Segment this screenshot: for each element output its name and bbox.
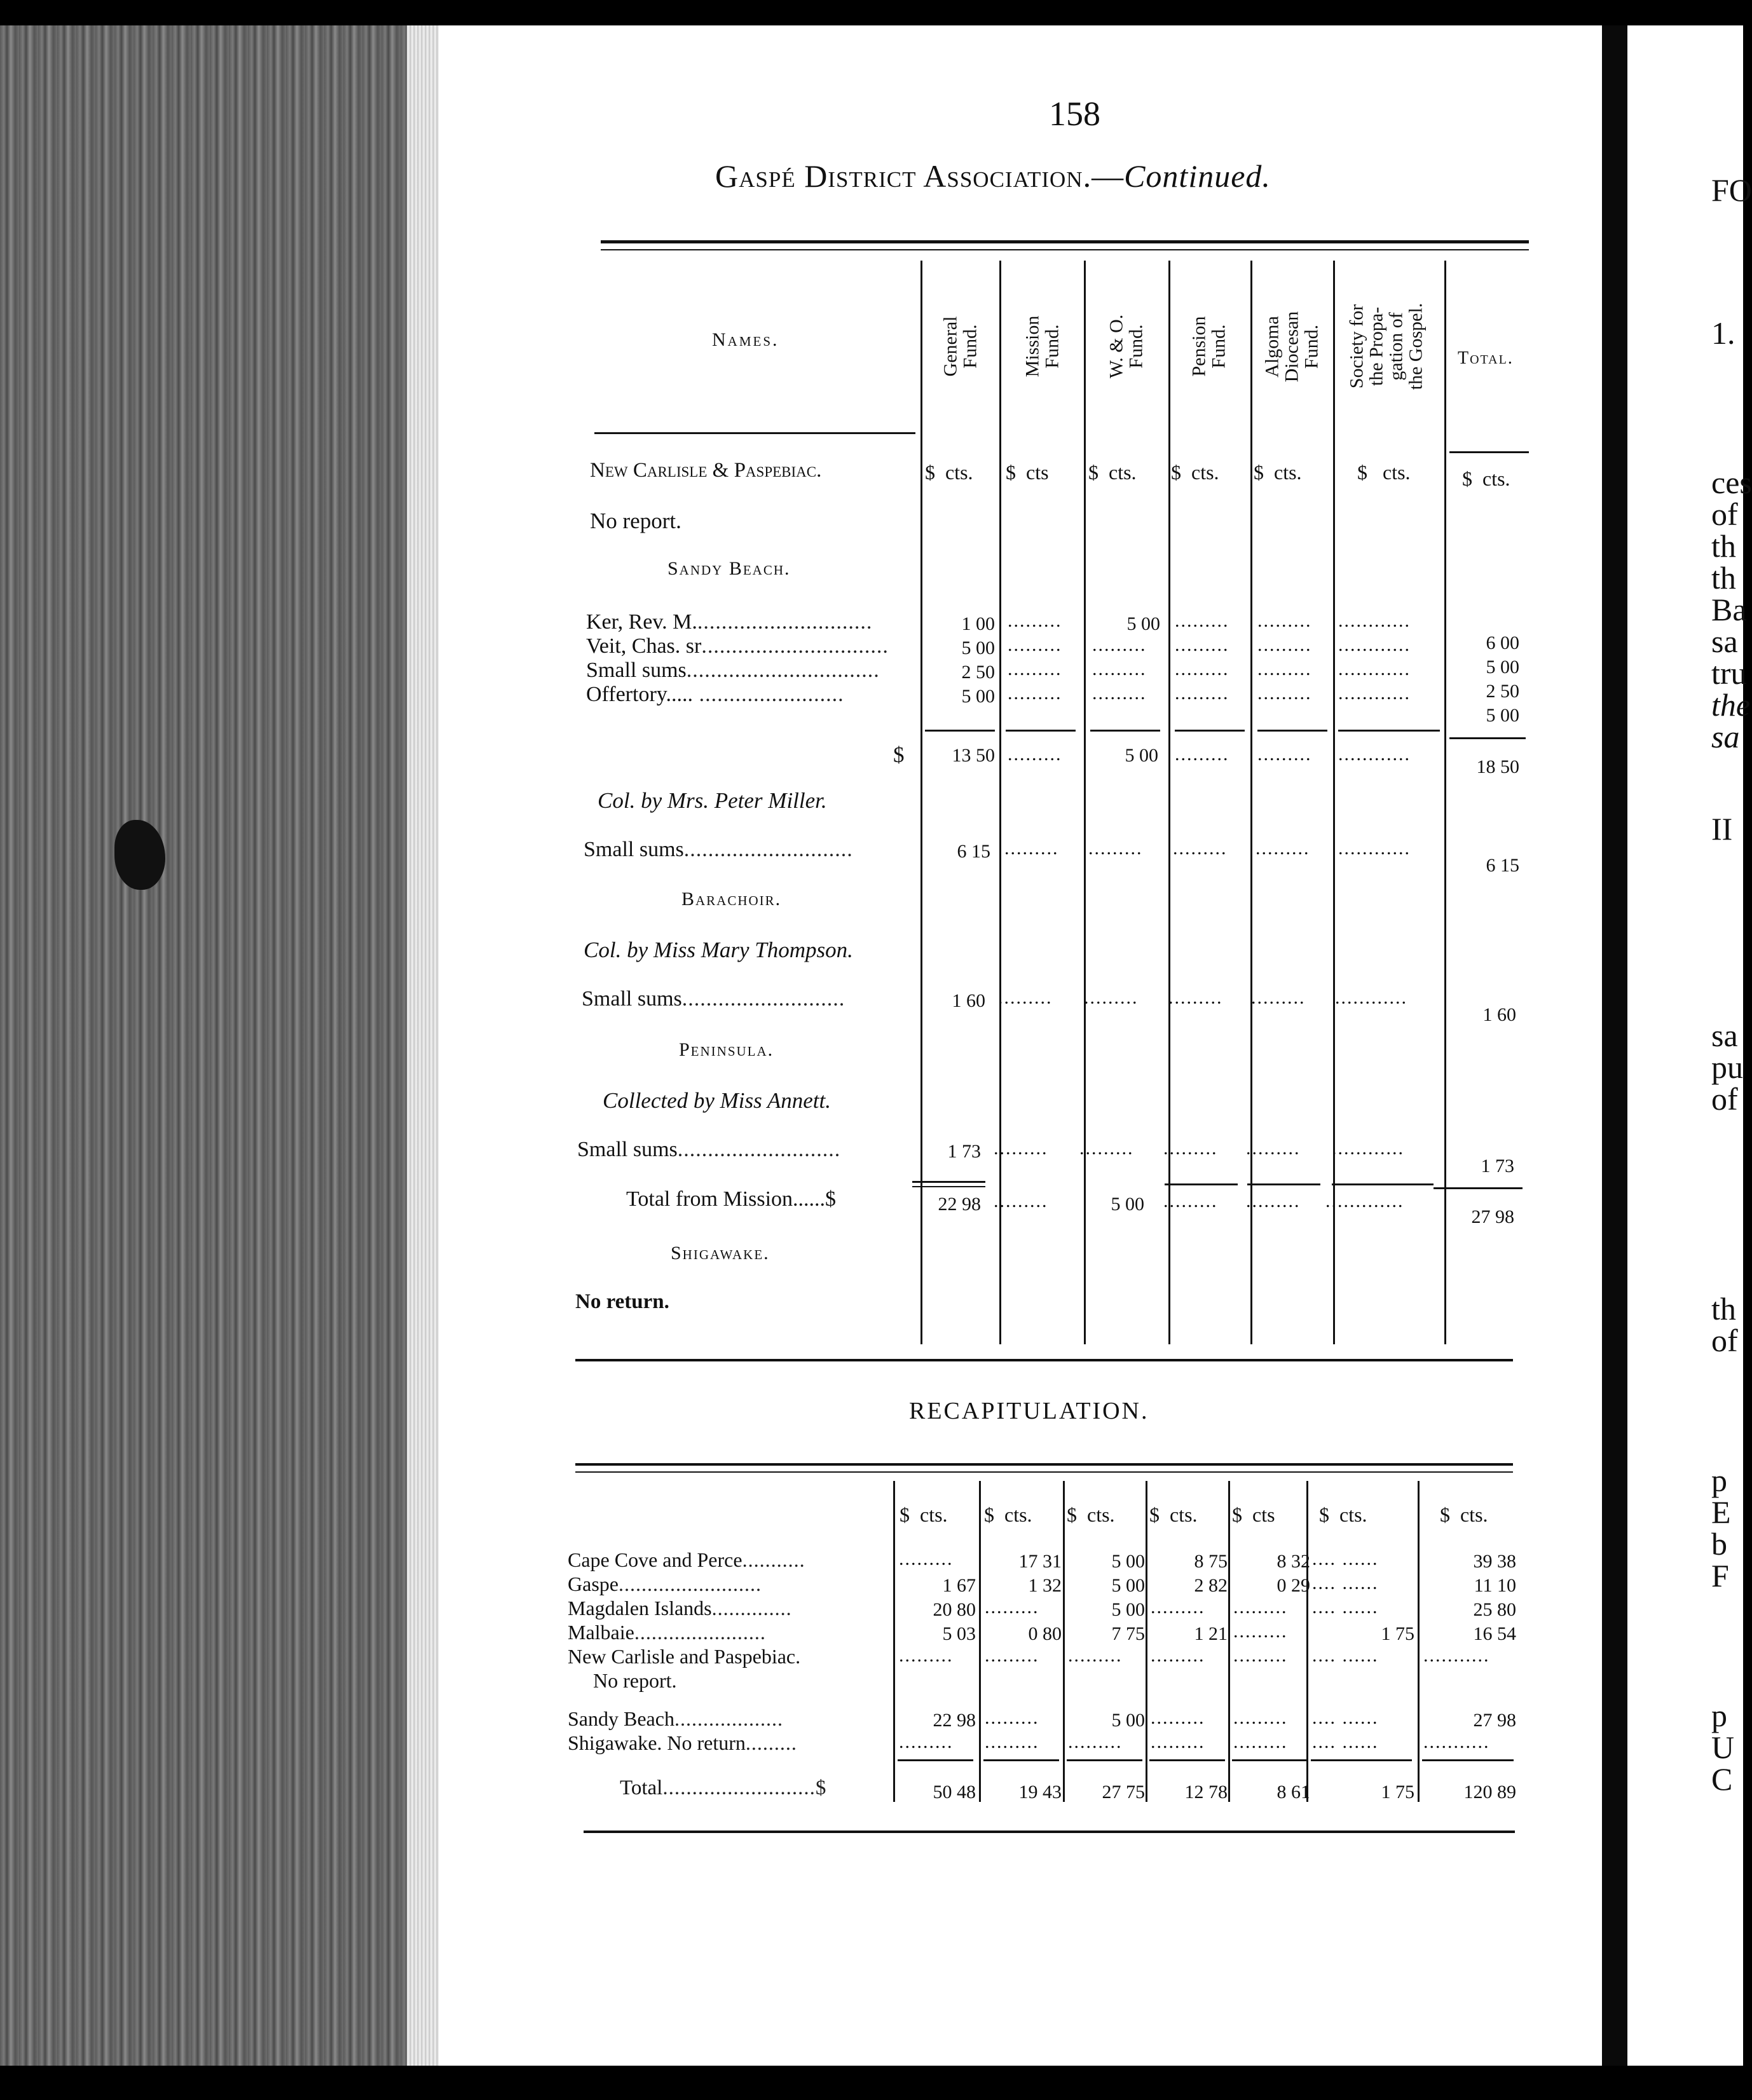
recap-total-rule bbox=[1311, 1759, 1412, 1761]
dash: ......... bbox=[1084, 987, 1139, 1008]
header-text: General Fund. bbox=[940, 316, 980, 377]
fragment-text: F bbox=[1711, 1558, 1729, 1593]
dash: ......... bbox=[1175, 744, 1229, 765]
recap-cell: 11 10 bbox=[1474, 1575, 1516, 1596]
cents: cts. bbox=[1087, 1503, 1115, 1526]
cell: 5 00 bbox=[1486, 705, 1519, 726]
dash: ......... bbox=[899, 1548, 954, 1569]
cents: cts. bbox=[1170, 1503, 1198, 1526]
dollar: $ bbox=[1232, 1503, 1242, 1526]
dash: ......... bbox=[1079, 1138, 1134, 1159]
currency-header bbox=[1254, 461, 1302, 484]
dash: ......... bbox=[1233, 1645, 1288, 1666]
label-text: Small sums bbox=[584, 838, 684, 861]
label-text: Small sums bbox=[586, 658, 687, 682]
dollar: $ bbox=[1254, 461, 1264, 484]
row-label: Offertory..... ........................ bbox=[586, 683, 844, 706]
dash: ......... bbox=[1246, 1190, 1301, 1211]
no-return-text: No return. bbox=[575, 1290, 669, 1313]
recap-cell: 2 82 bbox=[1194, 1575, 1228, 1596]
dash: ......... bbox=[899, 1645, 954, 1666]
cell: 6 15 bbox=[957, 841, 990, 862]
cents: cts. bbox=[1004, 1503, 1032, 1526]
subtotal-rule bbox=[925, 730, 995, 732]
page-heading bbox=[715, 158, 1271, 194]
cell: 1 73 bbox=[1481, 1156, 1514, 1176]
dash: ......... bbox=[1233, 1597, 1288, 1618]
fragment-text: of bbox=[1711, 1323, 1738, 1358]
subtotal-rule bbox=[1006, 730, 1076, 732]
total-rule bbox=[912, 1181, 985, 1183]
dash: ......... bbox=[1163, 1138, 1218, 1159]
recap-cell: 1 21 bbox=[1194, 1623, 1228, 1644]
dollar: $ bbox=[1149, 1503, 1160, 1526]
fragment-text: tru bbox=[1711, 655, 1747, 691]
recap-currency-header bbox=[1440, 1503, 1488, 1527]
dash: ......... bbox=[1008, 683, 1062, 704]
subtotal-rule bbox=[1090, 730, 1160, 732]
subtotal-rule bbox=[1338, 730, 1440, 732]
cents: cts. bbox=[945, 461, 973, 484]
fragment-text: th bbox=[1711, 1291, 1736, 1326]
dollar: $ bbox=[1067, 1503, 1077, 1526]
wo-fund-header bbox=[1091, 273, 1161, 419]
recap-cell: 1 67 bbox=[942, 1575, 976, 1596]
total-header-rule bbox=[1449, 451, 1529, 453]
recap-total-label: Total..........................$ bbox=[620, 1776, 827, 1799]
cell: 5 00 bbox=[1486, 657, 1519, 678]
recap-cell: 25 80 bbox=[1473, 1599, 1516, 1620]
row-label: Ker, Rev. M.............................. bbox=[586, 610, 873, 634]
total-rule bbox=[1247, 1183, 1320, 1185]
dash: ......... bbox=[1008, 610, 1062, 631]
dash: ......... bbox=[1092, 658, 1147, 679]
recap-column-divider bbox=[979, 1481, 981, 1802]
fragment-text: sa bbox=[1711, 1018, 1738, 1053]
pension-fund-header bbox=[1174, 273, 1244, 419]
column-divider bbox=[999, 261, 1001, 1344]
label-text: Gaspe bbox=[568, 1572, 619, 1595]
cell: 5 00 bbox=[1126, 613, 1160, 634]
recap-cell: 1 75 bbox=[1381, 1623, 1414, 1644]
recap-cell: 20 80 bbox=[933, 1599, 976, 1620]
recap-cell: 27 98 bbox=[1473, 1710, 1516, 1731]
subtotal-dollar: $ bbox=[893, 742, 905, 767]
dollar: $ bbox=[1006, 461, 1016, 484]
cell: 18 50 bbox=[1476, 756, 1519, 777]
dash: ......... bbox=[1257, 634, 1312, 655]
dash: ......... bbox=[1088, 838, 1143, 859]
cell: 5 00 bbox=[961, 638, 995, 658]
row-label: Veit, Chas. sr............................... bbox=[586, 634, 889, 658]
barachoir-heading: Barachoir. bbox=[681, 889, 782, 910]
mission-fund-header bbox=[1007, 273, 1077, 419]
dash: ............ bbox=[1338, 744, 1411, 765]
row-label: Small sums................................ bbox=[586, 658, 880, 682]
dollar: $ bbox=[1171, 461, 1181, 484]
label-text: Malbaie bbox=[568, 1621, 634, 1644]
cents: cts. bbox=[1274, 461, 1302, 484]
recap-cell: 0 29 bbox=[1276, 1575, 1310, 1596]
table-top-rule-thin bbox=[601, 249, 1529, 250]
dollar: $ bbox=[925, 461, 935, 484]
dash: ......... bbox=[985, 1597, 1039, 1618]
dollar: $ bbox=[1462, 467, 1472, 490]
dash: ......... bbox=[1068, 1645, 1123, 1666]
label-text: Total bbox=[620, 1776, 663, 1799]
dash: ......... bbox=[1151, 1597, 1205, 1618]
dash: ........... bbox=[1423, 1645, 1490, 1666]
column-divider bbox=[1250, 261, 1252, 1344]
dash: ............ bbox=[1332, 1138, 1404, 1159]
cell: 2 50 bbox=[961, 662, 995, 683]
currency-header bbox=[1357, 461, 1411, 484]
fragment-text: p bbox=[1711, 1698, 1727, 1733]
label-text: Shigawake. No return bbox=[568, 1731, 746, 1754]
recap-cell: 17 31 bbox=[1018, 1551, 1062, 1572]
book-spine bbox=[0, 25, 413, 2066]
names-header-rule bbox=[594, 432, 915, 434]
cell: 6 15 bbox=[1486, 855, 1519, 876]
fragment-text: 1. bbox=[1711, 315, 1735, 351]
header-text: Mission Fund. bbox=[1021, 315, 1062, 378]
recap-column-divider bbox=[1418, 1481, 1420, 1802]
dash: ......... bbox=[985, 1731, 1039, 1752]
column-divider bbox=[1168, 261, 1170, 1344]
dash: ............ bbox=[1338, 610, 1411, 631]
page-number: 158 bbox=[1049, 95, 1100, 133]
recap-column-divider bbox=[893, 1481, 895, 1802]
recap-cell: 22 98 bbox=[933, 1710, 976, 1731]
recap-total-cell: 120 89 bbox=[1463, 1782, 1516, 1803]
currency-header bbox=[1171, 461, 1219, 484]
cents: cts. bbox=[1339, 1503, 1367, 1526]
dash: ......... bbox=[994, 1138, 1048, 1159]
recap-cell: 16 54 bbox=[1473, 1623, 1516, 1644]
fragment-text: C bbox=[1711, 1761, 1733, 1797]
dash: ......... bbox=[1068, 1731, 1123, 1752]
recap-cell: 39 38 bbox=[1473, 1551, 1516, 1572]
fragment-text: of bbox=[1711, 496, 1738, 532]
fragment-text: sa bbox=[1711, 719, 1740, 754]
fragment-text: E bbox=[1711, 1494, 1731, 1530]
cell: 1 00 bbox=[961, 613, 995, 634]
total-header: Total. bbox=[1458, 348, 1514, 368]
dash: ......... bbox=[1256, 838, 1310, 859]
recap-total-cell: 50 48 bbox=[933, 1782, 976, 1803]
label-text: Magdalen Islands bbox=[568, 1597, 712, 1619]
general-fund-header bbox=[925, 273, 995, 419]
dollar: $ bbox=[1357, 461, 1367, 484]
recap-title: RECAPITULATION. bbox=[909, 1398, 1149, 1424]
cents: cts bbox=[1252, 1503, 1275, 1526]
fragment-text: the bbox=[1711, 687, 1751, 723]
subtotal-rule bbox=[1449, 737, 1526, 739]
row-label: Small sums........................... bbox=[577, 1138, 841, 1161]
dash: ......... bbox=[985, 1645, 1039, 1666]
fragment-text: b bbox=[1711, 1526, 1727, 1562]
table-top-rule bbox=[601, 240, 1529, 243]
dash: ......... bbox=[1008, 634, 1062, 655]
recap-total-rule bbox=[983, 1759, 1059, 1761]
heading-continued: Continued. bbox=[1124, 158, 1271, 194]
label-text: Cape Cove and Perce bbox=[568, 1548, 743, 1571]
recap-currency-header bbox=[1232, 1503, 1275, 1527]
recap-column-divider bbox=[1228, 1481, 1230, 1802]
dash: ......... bbox=[1175, 658, 1229, 679]
recap-total-rule bbox=[1067, 1759, 1142, 1761]
recap-total-rule bbox=[898, 1759, 973, 1761]
recap-cell: 5 00 bbox=[1111, 1599, 1145, 1620]
dash: .... ...... bbox=[1312, 1645, 1379, 1666]
dash: ............ bbox=[1338, 658, 1411, 679]
recap-column-divider bbox=[1146, 1481, 1147, 1802]
dash: ............ bbox=[1338, 683, 1411, 704]
fragment-text: p bbox=[1711, 1462, 1727, 1498]
dash: ........... bbox=[1423, 1731, 1490, 1752]
recap-top-rule-thin bbox=[575, 1471, 1513, 1473]
dash: ......... bbox=[1175, 634, 1229, 655]
cents: cts bbox=[1026, 461, 1049, 484]
next-page-fragment bbox=[1627, 25, 1752, 2066]
cell: 5 00 bbox=[1111, 1194, 1144, 1215]
recap-row-label bbox=[593, 1669, 677, 1693]
header-text: Algoma Diocesan Fund. bbox=[1261, 311, 1322, 382]
algoma-fund-header bbox=[1257, 273, 1327, 419]
total-rule bbox=[912, 1186, 985, 1187]
dash: .... ...... bbox=[1312, 1572, 1379, 1593]
collector-note: Col. by Miss Mary Thompson. bbox=[584, 938, 853, 962]
collector-note: Col. by Mrs. Peter Miller. bbox=[598, 788, 827, 813]
dollar: $ bbox=[1088, 461, 1098, 484]
dash: ............. bbox=[1325, 1190, 1404, 1211]
dash: ......... bbox=[1173, 838, 1228, 859]
dash: ............ bbox=[1338, 634, 1411, 655]
currency-header bbox=[1006, 461, 1049, 484]
new-carlisle-label bbox=[590, 459, 821, 482]
recap-row-label: Magdalen Islands.............. bbox=[568, 1597, 792, 1619]
cents: cts. bbox=[1191, 461, 1219, 484]
cents: cts. bbox=[1482, 467, 1510, 490]
header-text: Pension Fund. bbox=[1188, 316, 1229, 377]
recap-currency-header bbox=[900, 1503, 948, 1527]
label-text: Sandy Beach bbox=[568, 1707, 674, 1730]
dollar: $ bbox=[900, 1503, 910, 1526]
recap-bottom-rule bbox=[584, 1831, 1515, 1833]
recap-currency-header bbox=[1149, 1503, 1198, 1527]
dash: ......... bbox=[1257, 610, 1312, 631]
dash: ......... bbox=[1168, 987, 1223, 1008]
cell: 2 50 bbox=[1486, 681, 1519, 702]
fragment-text: th bbox=[1711, 528, 1736, 564]
page-gutter bbox=[1602, 25, 1627, 2066]
recap-row-label: Cape Cove and Perce........... bbox=[568, 1548, 805, 1571]
label-text: Small sums bbox=[582, 987, 682, 1011]
cents: cts. bbox=[1109, 461, 1137, 484]
row-label: Small sums........................... bbox=[582, 987, 845, 1011]
column-divider bbox=[1333, 261, 1335, 1344]
label-text: New Carlisle & Paspebiac. bbox=[590, 459, 822, 482]
table-bottom-rule bbox=[575, 1359, 1513, 1361]
recap-row-label bbox=[568, 1645, 800, 1668]
recap-currency-header bbox=[984, 1503, 1032, 1527]
recap-cell: 8 32 bbox=[1276, 1551, 1310, 1572]
recap-cell: 5 00 bbox=[1111, 1575, 1145, 1596]
fragment-text: FO bbox=[1711, 172, 1752, 208]
cell: 1 73 bbox=[947, 1141, 981, 1162]
dash: .... ...... bbox=[1312, 1597, 1379, 1618]
dash: ......... bbox=[1163, 1190, 1218, 1211]
recap-cell: 7 75 bbox=[1111, 1623, 1145, 1644]
dash: ......... bbox=[1257, 658, 1312, 679]
dash: ......... bbox=[1004, 838, 1059, 859]
dash: .... ...... bbox=[1312, 1707, 1379, 1728]
dollar: $ bbox=[1440, 1503, 1450, 1526]
dash: ......... bbox=[1233, 1621, 1288, 1642]
recap-column-divider bbox=[1063, 1481, 1065, 1802]
dash: ......... bbox=[1175, 610, 1229, 631]
label-text: No report. bbox=[593, 1669, 677, 1692]
dollar: $ bbox=[984, 1503, 994, 1526]
recap-total-cell: 1 75 bbox=[1381, 1782, 1414, 1803]
dash: ............ bbox=[1335, 987, 1407, 1008]
fragment-text: th bbox=[1711, 560, 1736, 596]
recap-currency-header bbox=[1067, 1503, 1115, 1527]
collector-note: Collected by Miss Annett. bbox=[603, 1088, 832, 1113]
spg-header bbox=[1346, 273, 1427, 419]
recap-currency-header bbox=[1319, 1503, 1367, 1527]
cell: 5 00 bbox=[961, 686, 995, 707]
fragment-text: ces bbox=[1711, 465, 1752, 500]
recap-cell: 5 03 bbox=[942, 1623, 976, 1644]
heading-title: Gaspé District Association.— bbox=[715, 158, 1125, 194]
fragment-text: pu bbox=[1711, 1049, 1743, 1085]
currency-header bbox=[925, 461, 973, 484]
total-rule bbox=[1332, 1183, 1434, 1185]
dash: ......... bbox=[1008, 658, 1062, 679]
cell: 27 98 bbox=[1471, 1206, 1514, 1227]
page-edges bbox=[407, 25, 439, 2066]
cell: 1 60 bbox=[1482, 1004, 1516, 1025]
label-text: Veit, Chas. sr bbox=[586, 634, 702, 658]
dash: ......... bbox=[998, 987, 1053, 1008]
total-rule bbox=[1165, 1183, 1238, 1185]
dash: .... ...... bbox=[1312, 1731, 1379, 1752]
dash: ......... bbox=[1233, 1707, 1288, 1728]
cell: 5 00 bbox=[1125, 745, 1158, 766]
recap-row-label: Gaspe......................... bbox=[568, 1572, 762, 1595]
dash: ......... bbox=[1151, 1645, 1205, 1666]
no-report-text: No report. bbox=[590, 508, 681, 533]
recap-cell: 5 00 bbox=[1111, 1551, 1145, 1572]
dash: ......... bbox=[994, 1190, 1048, 1211]
peninsula-heading: Peninsula. bbox=[679, 1039, 774, 1060]
dash: ......... bbox=[985, 1707, 1039, 1728]
recap-total-cell: 19 43 bbox=[1018, 1782, 1062, 1803]
dash: ......... bbox=[1257, 744, 1312, 765]
recap-total-rule bbox=[1232, 1759, 1308, 1761]
dash: ......... bbox=[899, 1731, 954, 1752]
cents: cts. bbox=[1383, 461, 1411, 484]
recap-total-cell: 12 78 bbox=[1184, 1782, 1228, 1803]
recap-total-rule bbox=[1149, 1759, 1225, 1761]
dash: ......... bbox=[1092, 634, 1147, 655]
cell: 6 00 bbox=[1486, 632, 1519, 653]
dash: ......... bbox=[1251, 987, 1306, 1008]
total-rule bbox=[1434, 1187, 1523, 1189]
label-text: Ker, Rev. M. bbox=[586, 610, 697, 634]
subtotal-rule bbox=[1257, 730, 1327, 732]
recap-total-rule bbox=[1422, 1759, 1514, 1761]
label-text: New Carlisle and Paspebiac. bbox=[568, 1645, 801, 1668]
recap-row-label: Shigawake. No return......... bbox=[568, 1731, 797, 1754]
dash: ......... bbox=[1008, 744, 1062, 765]
recap-total-cell: 8 61 bbox=[1276, 1782, 1310, 1803]
recap-cell: 8 75 bbox=[1194, 1551, 1228, 1572]
dash: ......... bbox=[1092, 683, 1147, 704]
fragment-text: Ba bbox=[1711, 592, 1747, 627]
header-text: Society for the Propa- gation of the Gospel. bbox=[1346, 303, 1427, 390]
cents: cts. bbox=[1460, 1503, 1488, 1526]
recap-row-label: Sandy Beach................... bbox=[568, 1707, 783, 1730]
cell: 1 60 bbox=[952, 990, 985, 1011]
recap-row-label: Malbaie....................... bbox=[568, 1621, 766, 1644]
fragment-text: sa bbox=[1711, 624, 1738, 659]
recap-cell: 5 00 bbox=[1111, 1710, 1145, 1731]
cents: cts. bbox=[920, 1503, 948, 1526]
dash: ......... bbox=[1257, 683, 1312, 704]
recap-top-rule bbox=[575, 1463, 1513, 1466]
header-text: W. & O. Fund. bbox=[1105, 314, 1146, 379]
currency-header bbox=[1462, 467, 1510, 491]
label-text: Small sums bbox=[577, 1138, 678, 1161]
fragment-text: U bbox=[1711, 1729, 1735, 1765]
subtotal-rule bbox=[1175, 730, 1245, 732]
dash: ......... bbox=[1151, 1731, 1205, 1752]
dash: ......... bbox=[1175, 683, 1229, 704]
recap-column-divider bbox=[1306, 1481, 1308, 1802]
total-from-mission-label: Total from Mission......$ bbox=[626, 1187, 837, 1211]
row-label: Small sums............................ bbox=[584, 838, 853, 861]
currency-header bbox=[1088, 461, 1137, 484]
fragment-text: II bbox=[1711, 811, 1733, 847]
recap-cell: 0 80 bbox=[1028, 1623, 1062, 1644]
dash: ......... bbox=[1233, 1731, 1288, 1752]
dash: ............ bbox=[1338, 838, 1411, 859]
label-text: Offertory..... bbox=[586, 683, 694, 706]
column-divider bbox=[1084, 261, 1086, 1344]
dash: .... ...... bbox=[1312, 1548, 1379, 1569]
dollar: $ bbox=[1319, 1503, 1329, 1526]
cell: 13 50 bbox=[952, 745, 995, 766]
fragment-text: of bbox=[1711, 1081, 1738, 1117]
sandy-beach-heading: Sandy Beach. bbox=[667, 558, 791, 579]
dash: ......... bbox=[1151, 1707, 1205, 1728]
recap-cell: 1 32 bbox=[1028, 1575, 1062, 1596]
shigawake-heading: Shigawake. bbox=[671, 1243, 770, 1264]
cell: 22 98 bbox=[938, 1194, 981, 1215]
dash: ......... bbox=[1246, 1138, 1301, 1159]
column-divider bbox=[1444, 261, 1446, 1344]
recap-total-cell: 27 75 bbox=[1102, 1782, 1145, 1803]
names-header: Names. bbox=[712, 329, 779, 350]
